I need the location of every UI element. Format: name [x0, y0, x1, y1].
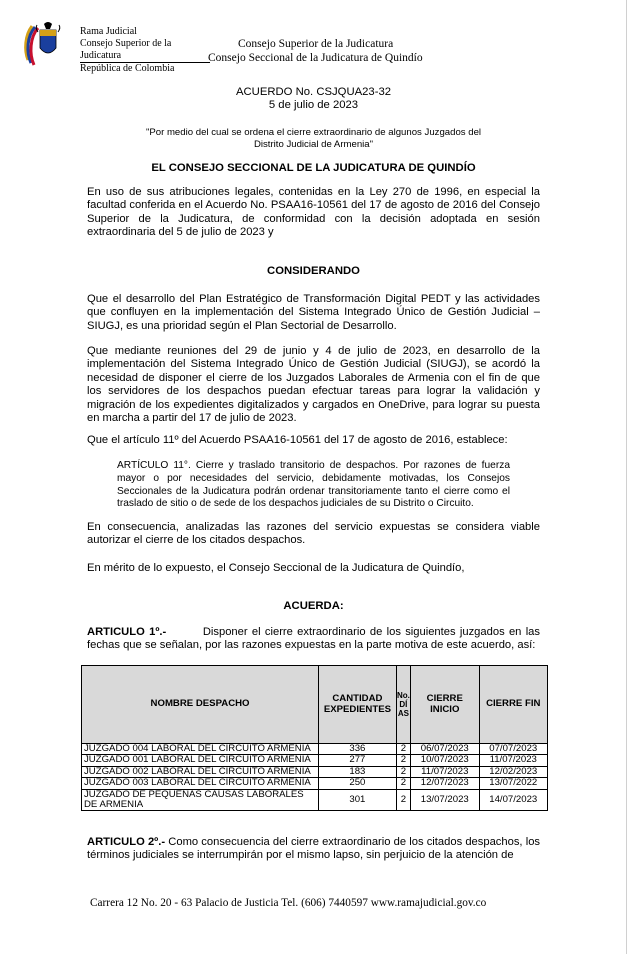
colombia-coat-of-arms-logo [22, 20, 72, 66]
cell-dias: 2 [396, 789, 410, 811]
article-11-quote: ARTÍCULO 11°. Cierre y traslado transitorio de despachos. Por razones de fuerza mayor o por necesidades del servicio, debidamente motivadas, los Consejos Seccionales de la Judicatura podrán ordenar transitoriamente tanto el cierre como el traslado de sitio o de sede de los despachos judiciales de su Distrito o Circuito. [117, 460, 510, 510]
articulo-1-text: Disponer el cierre extraordinario de los siguientes juzgados en las fechas que se señalan, por las razones expuestas en la parte motiva de este acuerdo, así: [87, 626, 540, 652]
cell-fin: 13/07/2022 [479, 778, 548, 789]
cell-inicio: 11/07/2023 [411, 766, 479, 777]
cell-fin: 14/07/2023 [479, 789, 548, 811]
cell-nombre: JUZGADO 001 LABORAL DEL CIRCUITO ARMENIA [82, 755, 319, 766]
considerando-paragraph-3: Que el artículo 11º del Acuerdo PSAA16-10561 del 17 de agosto de 2016, establece: [87, 434, 508, 446]
cell-cantidad: 277 [319, 755, 397, 766]
articulo-2-label: ARTICULO 2º.- [87, 836, 166, 848]
rama-judicial-text: Rama Judicial [80, 26, 137, 37]
header-dias: No. DÍAS [396, 666, 410, 744]
merito-paragraph: En mérito de lo expuesto, el Consejo Seccional de la Judicatura de Quindío, [87, 562, 465, 574]
table-row [82, 789, 548, 811]
header-nombre: NOMBRE DESPACHO [82, 666, 319, 744]
cell-fin: 11/07/2023 [479, 755, 548, 766]
articulo-1-label: ARTICULO 1º.- [87, 626, 167, 638]
cell-nombre: JUZGADO DE PEQUEÑAS CAUSAS LABORALES DE ARMENIA [82, 789, 319, 811]
cell-inicio: 06/07/2023 [411, 744, 479, 755]
cell-nombre: JUZGADO 002 LABORAL DEL CIRCUITO ARMENIA [82, 766, 319, 777]
consejo-superior-text: Consejo Superior de la Judicatura [238, 38, 394, 50]
closure-table [81, 665, 548, 811]
subtitle-line-1: "Por medio del cual se ordena el cierre extraordinario de algunos Juzgados del [145, 127, 482, 138]
table-row [82, 744, 548, 755]
page-footer: Carrera 12 No. 20 - 63 Palacio de Justicia Tel. (606) 7440597 www.ramajudicial.gov.co [90, 897, 487, 909]
consejo-seccional-text: Consejo Seccional de la Judicatura de Quindío [208, 52, 423, 64]
cell-cantidad: 183 [319, 766, 397, 777]
considerando-paragraph-2: Que mediante reuniones del 29 de junio y 4 de julio de 2023, en desarrollo de la implementación del Sistema Integrado Único de Gestión Judicial (SIUGJ), se acordó la necesidad de disponer el cierre de los Juzgados Laborales de Armenia con el fin de que los servidores de los despachos puedan efectuar tareas para lograr la validación y migración de los expedientes digitalizados y cargados en OneDrive, para lograr su puesta en marcha a partir del 17 de julio de 2023. [87, 345, 540, 425]
header-cantidad: CANTIDAD EXPEDIENTES [319, 666, 397, 744]
consecuencia-paragraph: En consecuencia, analizadas las razones del servicio expuestas se considera viable autorizar el cierre de los citados despachos. [87, 521, 540, 547]
rama-judicial-block [80, 26, 210, 75]
cell-fin: 07/07/2023 [479, 744, 548, 755]
table-row [82, 766, 548, 777]
table-row [82, 755, 548, 766]
acuerda-heading: ACUERDA: [283, 600, 344, 612]
cell-inicio: 12/07/2023 [411, 778, 479, 789]
acuerdo-number: ACUERDO No. CSJQUA23-32 [235, 86, 392, 98]
consejos-header [208, 37, 423, 65]
cell-dias: 2 [396, 766, 410, 777]
articulo-2-paragraph [87, 836, 540, 863]
header-inicio: CIERRE INICIO [411, 666, 479, 744]
cell-dias: 2 [396, 744, 410, 755]
considerando-heading: CONSIDERANDO [267, 265, 360, 277]
acuerdo-title [70, 86, 557, 112]
council-heading: EL CONSEJO SECCIONAL DE LA JUDICATURA DE QUINDÍO [151, 162, 476, 174]
subtitle-line-2: Distrito Judicial de Armenia" [253, 139, 374, 150]
cell-cantidad: 250 [319, 778, 397, 789]
header-fin: CIERRE FIN [479, 666, 548, 744]
intro-paragraph: En uso de sus atribuciones legales, contenidas en la Ley 270 de 1996, en especial la facultad conferida en el Acuerdo No. PSAA16-10561 del 17 de agosto de 2016 del Consejo Superior de la Judicatura, de conformidad con la decisión adoptada en sesión extraordinaria del 5 de julio de 2023 y [87, 186, 540, 239]
table-row [82, 778, 548, 789]
acuerdo-date: 5 de julio de 2023 [268, 99, 359, 111]
acuerdo-subtitle [70, 127, 557, 151]
republica-text: República de Colombia [80, 63, 175, 74]
cell-fin: 12/02/2023 [479, 766, 548, 777]
cell-nombre: JUZGADO 003 LABORAL DEL CIRCUITO ARMENIA [82, 778, 319, 789]
cell-dias: 2 [396, 778, 410, 789]
table-header-row [82, 666, 548, 744]
cell-cantidad: 301 [319, 789, 397, 811]
articulo-2-text: Como consecuencia del cierre extraordinario de los citados despachos, los términos judiciales se interrumpirán por el mismo lapso, sin perjuicio de la atención de [87, 836, 541, 862]
consejo-superior-small-text: Consejo Superior de la Judicatura [80, 38, 210, 63]
articulo-1-paragraph [87, 626, 540, 653]
cell-inicio: 10/07/2023 [411, 755, 479, 766]
cell-cantidad: 336 [319, 744, 397, 755]
cell-nombre: JUZGADO 004 LABORAL DEL CIRCUITO ARMENIA [82, 744, 319, 755]
cell-inicio: 13/07/2023 [411, 789, 479, 811]
considerando-paragraph-1: Que el desarrollo del Plan Estratégico de Transformación Digital PEDT y las actividades que confluyen en la implementación del Sistema Integrado Único de Gestión Judicial – SIUGJ, es una prioridad según el Plan Sectorial de Desarrollo. [87, 293, 540, 332]
cell-dias: 2 [396, 755, 410, 766]
